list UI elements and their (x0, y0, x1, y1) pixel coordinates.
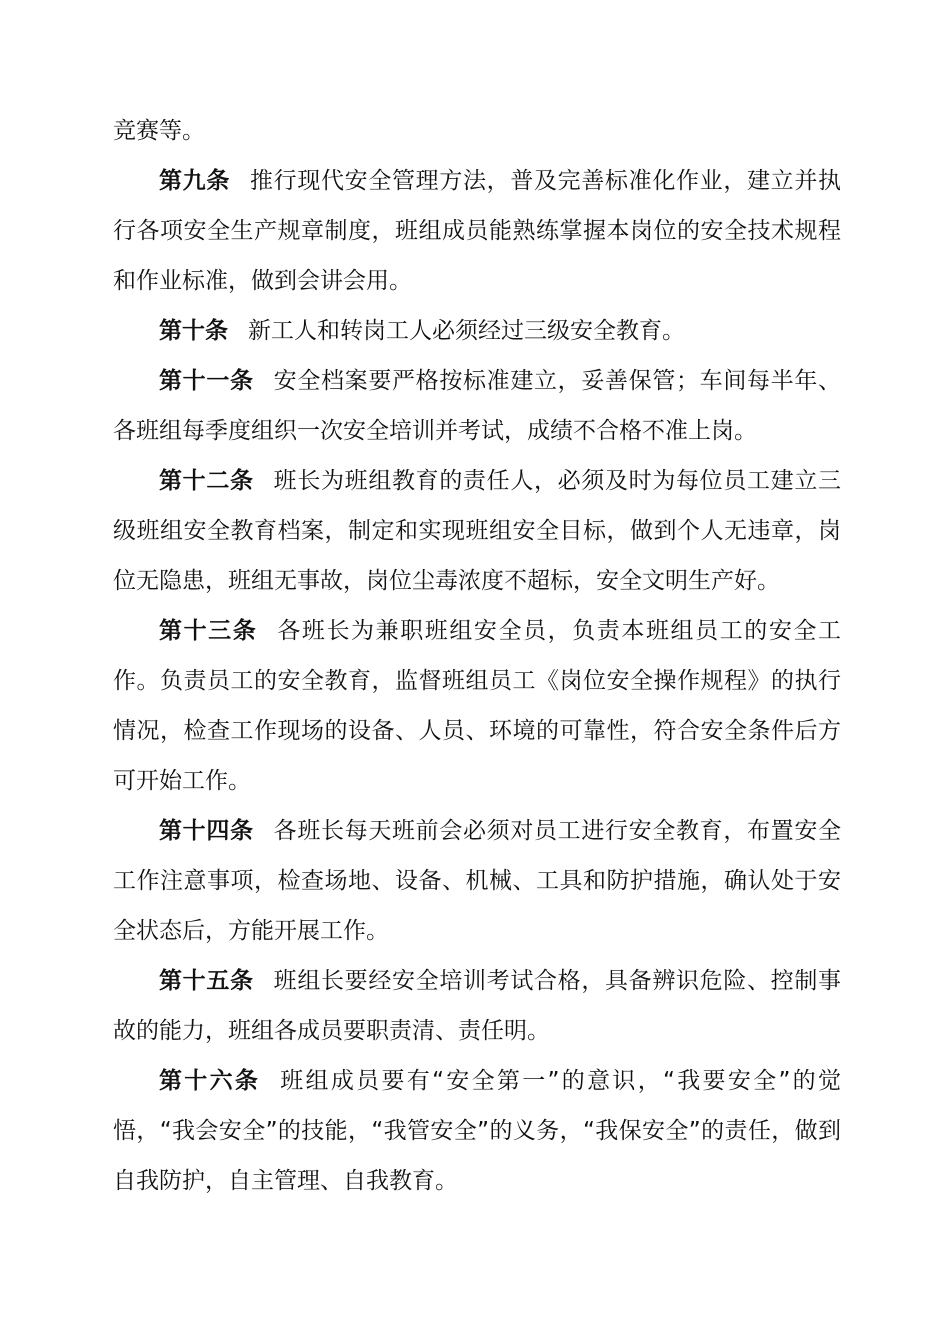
article-text: 班长为班组教育的责任人，必须及时为每位员工建立三级班组安全教育档案，制定和实现班组安全目标，做到个人无违章，岗位无隐患，班组无事故，岗位尘毒浓度不超标，安全文明生产好。 (113, 468, 842, 594)
article-text: 推行现代安全管理方法，普及完善标准化作业，建立并执行各项安全生产规章制度，班组成员能熟练掌握本岗位的安全技术规程和作业标准，做到会讲会用。 (113, 168, 841, 294)
article-text: 新工人和转岗工人必须经过三级安全教育。 (248, 318, 685, 344)
article-14 (113, 806, 841, 956)
article-15 (113, 956, 841, 1056)
article-label: 第十条 (159, 318, 228, 344)
article-text: 班组成员要有“安全第一”的意识，“我要安全”的觉悟，“我会安全”的技能，“我管安全”的义务，“我保安全”的责任，做到自我防护，自主管理、自我教育。 (113, 1068, 841, 1194)
article-label: 第十六条 (159, 1068, 261, 1094)
paragraph-continuation (113, 106, 841, 156)
article-label: 第十四条 (159, 818, 254, 844)
article-label: 第九条 (159, 168, 230, 194)
article-12 (113, 456, 841, 606)
article-label: 第十一条 (159, 368, 254, 394)
article-text: 各班长每天班前会必须对员工进行安全教育，布置安全工作注意事项，检查场地、设备、机械、工具和防护措施，确认处于安全状态后，方能开展工作。 (113, 818, 842, 944)
article-13 (113, 606, 841, 806)
article-16 (113, 1056, 841, 1206)
article-text: 班组长要经安全培训考试合格，具备辨识危险、控制事故的能力，班组各成员要职责清、责任明。 (113, 968, 842, 1044)
article-text: 各班长为兼职班组安全员，负责本班组员工的安全工作。负责员工的安全教育，监督班组员工《岗位安全操作规程》的执行情况，检查工作现场的设备、人员、环境的可靠性，符合安全条件后方可开始工作。 (113, 618, 842, 794)
article-label: 第十五条 (159, 968, 254, 994)
paragraph-text: 竞赛等。 (113, 118, 205, 144)
article-text: 安全档案要严格按标准建立，妥善保管；车间每半年、各班组每季度组织一次安全培训并考试，成绩不合格不准上岗。 (113, 368, 842, 444)
article-label: 第十二条 (159, 468, 254, 494)
document-body (113, 106, 841, 1206)
article-label: 第十三条 (159, 618, 258, 644)
article-11 (113, 356, 841, 456)
article-10 (113, 306, 841, 356)
article-9 (113, 156, 841, 306)
